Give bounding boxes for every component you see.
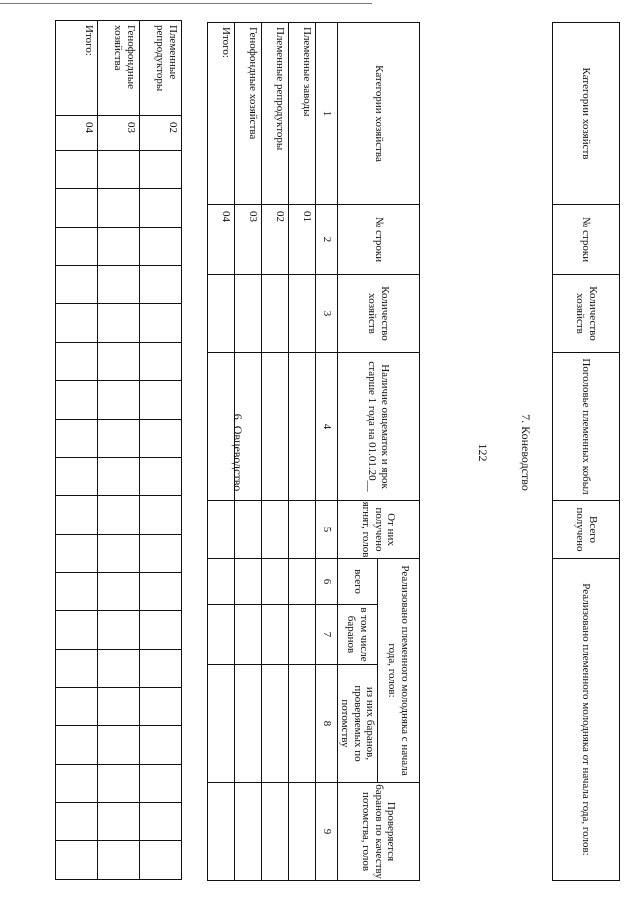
category-cell: Племенные заводы: [289, 23, 316, 205]
column-numbers-row: [316, 23, 338, 881]
col-number: 8: [316, 665, 338, 783]
table-row: [208, 23, 235, 881]
col-number: 7: [316, 605, 338, 665]
header-category: Категории хозяйства: [338, 23, 420, 205]
header-sold-rams: в том числе баранов: [338, 605, 378, 665]
section-6-title: 6. Овцеводство: [231, 413, 245, 492]
horse-table: [552, 22, 620, 881]
header-sheep: Наличие овцематок и ярок старше 1 года на 01.01.20__: [338, 353, 420, 501]
col-number: 2: [316, 205, 338, 275]
header-sold-rams-tested: из них баранов, проверяемых по потомству: [338, 665, 378, 783]
header-received: Всего получено: [553, 501, 620, 559]
col-number: 3: [316, 275, 338, 353]
header-line-no: № строки: [553, 205, 620, 275]
col-number: 1: [316, 23, 338, 205]
header-sold: Реализовано племенного молодняка от начала года, голов:: [553, 559, 620, 881]
category-cell: Племенные репродукторы: [262, 23, 289, 205]
header-sold-total: всего: [338, 559, 378, 605]
col-number: 4: [316, 353, 338, 501]
header-owners: Количество хозяйств: [338, 275, 420, 353]
header-sold-group: Реализовано племенного молодняка с начала года, голов:: [378, 559, 420, 783]
table-top-continuation: [55, 20, 182, 880]
category-cell: Итого:: [56, 21, 98, 116]
header-line-no: № строки: [338, 205, 420, 275]
category-cell: Племенные репродукторы: [140, 21, 182, 116]
table-row: [235, 23, 262, 881]
line-cell: 04: [208, 205, 235, 275]
table-row: [140, 21, 182, 880]
header-owners: Количество хозяйств: [553, 275, 620, 353]
header-row: [378, 23, 420, 881]
page-number: 122: [476, 443, 490, 462]
line-cell: 02: [262, 205, 289, 275]
line-cell: 01: [289, 205, 316, 275]
header-row: [553, 23, 620, 881]
table-row: [289, 23, 316, 881]
section-7-title: 7. Коневодство: [519, 414, 533, 491]
line-cell: 03: [235, 205, 262, 275]
table-row: [98, 21, 140, 880]
header-category: Категории хозяйств: [553, 23, 620, 205]
line-cell: 03: [98, 116, 140, 151]
header-mares: Поголовье племенных кобыл: [553, 353, 620, 501]
line-cell: 02: [140, 116, 182, 151]
line-cell: 04: [56, 116, 98, 151]
sheep-table: [207, 22, 420, 881]
col-number: 6: [316, 559, 338, 605]
category-cell: Генофондные хозяйства: [235, 23, 262, 205]
category-cell: Итого:: [208, 23, 235, 205]
table-row: [56, 21, 98, 880]
header-tested: Проверяется баранов по качеству потомства, голов: [338, 783, 420, 881]
col-number: 5: [316, 501, 338, 559]
table-row: [262, 23, 289, 881]
header-lambs: От них получено ягнят, голов: [338, 501, 420, 559]
category-cell: Генофондные хозяйства: [98, 21, 140, 116]
col-number: 9: [316, 783, 338, 881]
